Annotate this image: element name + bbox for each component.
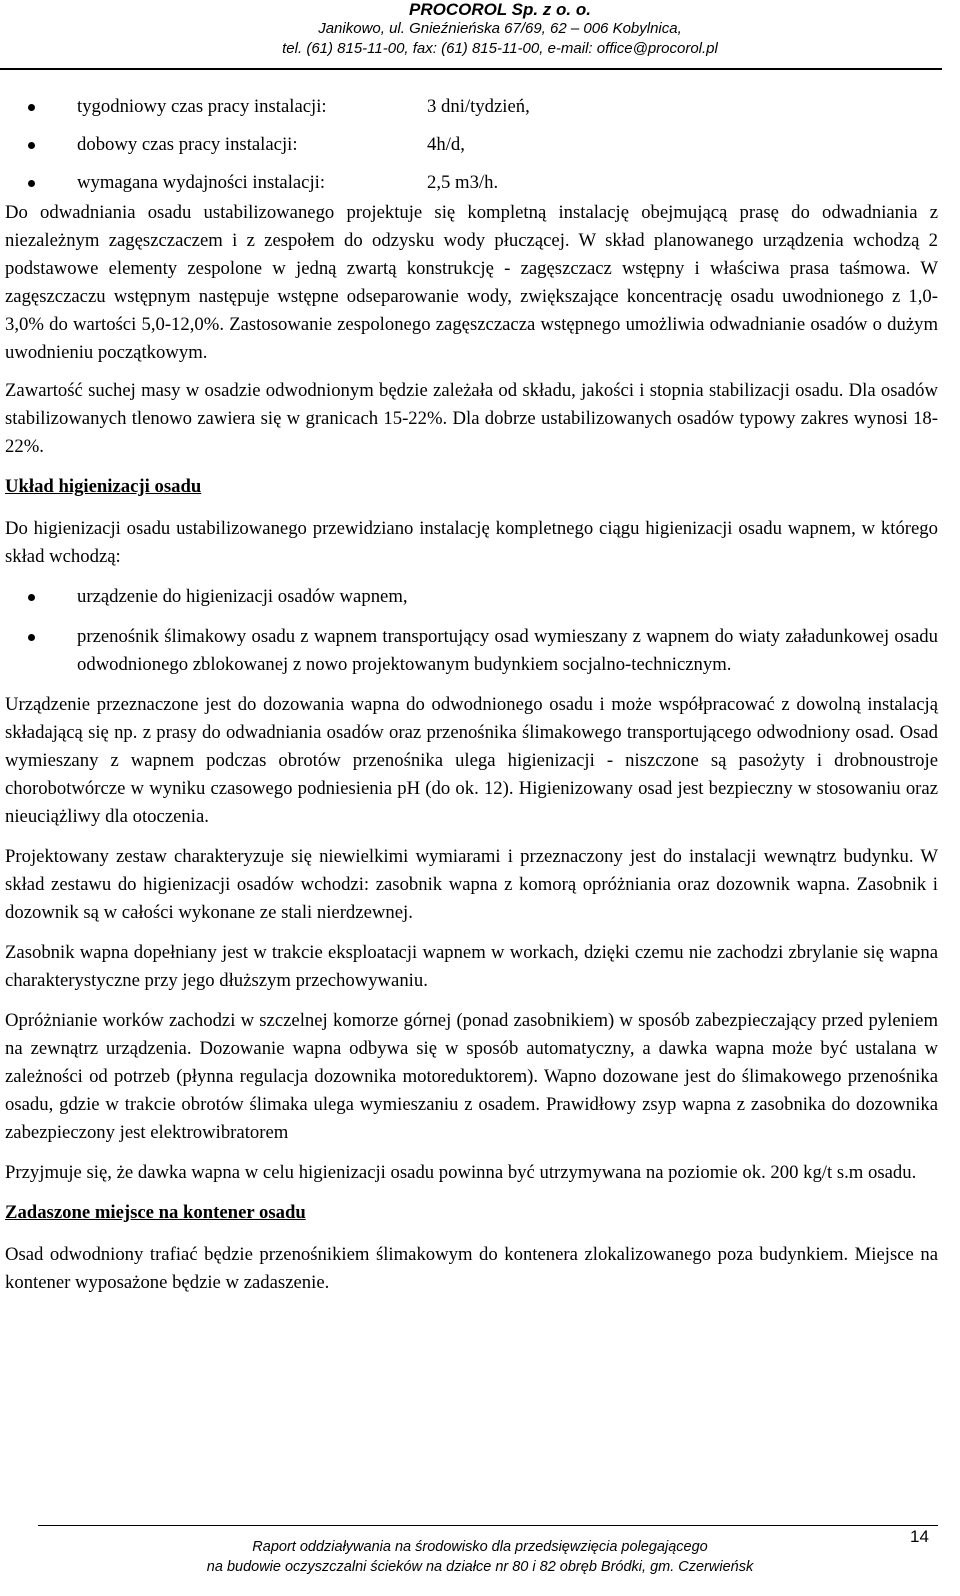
bullet-icon	[28, 104, 35, 111]
document-body	[5, 93, 938, 1309]
param-item	[5, 131, 938, 169]
list-item	[5, 583, 938, 611]
company-address: Janikowo, ul. Gnieźnieńska 67/69, 62 – 006 Kobylnica,	[318, 20, 682, 37]
bullet-icon	[28, 594, 35, 601]
installation-parameters	[5, 93, 938, 199]
bullet-icon	[28, 142, 35, 149]
page-header	[0, 0, 960, 59]
company-name: PROCOROL Sp. z o. o.	[409, 0, 591, 19]
paragraph-dry-mass: Zawartość suchej masy w osadzie odwodnionym będzie zależała od składu, jakości i stopnia stabilizacji osadu. Dla osadów stabilizowanych tlenowo zawiera się w granicach 15-22%. Dla dobrze ustabilizowanych osadów typowy zakres wynosi 18-22%.	[5, 380, 938, 457]
bullet-icon	[28, 634, 35, 641]
bullet-icon	[28, 180, 35, 187]
paragraph-dewatering: Do odwadniania osadu ustabilizowanego projektuje się kompletną instalację obejmującą prasę do odwadniania z niezależnym zagęszczaczem i z zespołem do odzysku wody płuczącej. W skład planowanego urządzenia wchodzą 2 podstawowe elementy zespolone w jedną zwartą konstrukcję - zagęszczacz wstępny i właściwa prasa taśmowa. W zagęszczaczu wstępnym następuje wstępne odseparowanie wody, zwiększające koncentrację osadu uwodnionego z 1,0-3,0% do wartości 5,0-12,0%. Zastosowanie zespolonego zagęszczacza wstępnego umożliwia odwadnianie osadów o dużym uwodnieniu początkowym.	[5, 202, 938, 363]
param-item	[5, 93, 938, 131]
list-item-text: przenośnik ślimakowy osadu z wapnem transportujący osad wymieszany z wapnem do wiaty załadunkowej osadu odwodnionego zblokowanej z nowo projektowanym budynkiem socjalno-technicznym.	[77, 626, 938, 675]
param-label: dobowy czas pracy instalacji:	[77, 134, 298, 155]
footer-line-1: Raport oddziaływania na środowisko dla przedsięwzięcia polegającego	[252, 1539, 708, 1555]
param-label: wymagana wydajności instalacji:	[77, 172, 326, 193]
footer-divider	[38, 1525, 938, 1526]
param-value: 2,5 m3/h.	[427, 172, 499, 193]
paragraph-hygienization-intro: Do higienizacji osadu ustabilizowanego przewidziano instalację kompletnego ciągu higienizacji osadu wapnem, w którego skład wchodzą:	[5, 518, 938, 567]
paragraph-emptying: Opróżnianie worków zachodzi w szczelnej komorze górnej (ponad zasobnikiem) w sposób zabezpieczający przed pyleniem na zewnątrz urządzenia. Dozowanie wapna odbywa się w sposób automatyczny, a dawka wapna może być ustalana w zależności od potrzeb (płynna regulacja dozownika motoreduktorem). Wapno dozowane jest do ślimakowego przenośnika osadu, gdzie w trakcie obrotów ślimaka ulega wymieszaniu z osadem. Prawidłowy zsyp wapna z zasobnika do dozownika zabezpieczony jest elektrowibratorem	[5, 1010, 938, 1143]
heading-container: Zadaszone miejsce na kontener osadu	[5, 1202, 306, 1223]
param-value: 4h/d,	[427, 134, 465, 155]
paragraph-set: Projektowany zestaw charakteryzuje się niewielkimi wymiarami i przeznaczony jest do instalacji wewnątrz budynku. W skład zestawu do higienizacji osadów wchodzi: zasobnik wapna z komorą opróżniania oraz dozownik wapna. Zasobnik i dozownik są w całości wykonane ze stali nierdzewnej.	[5, 846, 938, 923]
paragraph-hopper: Zasobnik wapna dopełniany jest w trakcie eksploatacji wapnem w workach, dzięki czemu nie zachodzi zbrylanie się wapna charakterystyczne przy jego dłuższym przechowywaniu.	[5, 942, 938, 991]
footer-line-2: na budowie oczyszczalni ścieków na działce nr 80 i 82 obręb Bródki, gm. Czerwieńsk	[206, 1559, 754, 1575]
paragraph-device: Urządzenie przeznaczone jest do dozowania wapna do odwodnionego osadu i może współpracować z dowolną instalacją składającą się np. z prasy do odwadniania osadów oraz przenośnika ślimakowego transportującego odwodniony osad. Osad wymieszany z wapnem podczas obrotów przenośnika ulega higienizacji - niszczone są pasożyty i drobnoustroje chorobotwórcze w wyniku czasowego podniesienia pH (do ok. 12). Higienizowany osad jest bezpieczny w stosowaniu oraz nieuciążliwy dla otoczenia.	[5, 694, 938, 827]
header-divider	[0, 68, 942, 70]
list-item-text: urządzenie do higienizacji osadów wapnem,	[77, 586, 408, 607]
paragraph-dose: Przyjmuje się, że dawka wapna w celu higienizacji osadu powinna być utrzymywana na poziomie ok. 200 kg/t s.m osadu.	[5, 1162, 917, 1183]
param-label: tygodniowy czas pracy instalacji:	[77, 96, 327, 117]
paragraph-container: Osad odwodniony trafiać będzie przenośnikiem ślimakowym do kontenera zlokalizowanego poza budynkiem. Miejsce na kontener wyposażone będzie w zadaszenie.	[5, 1244, 938, 1293]
param-value: 3 dni/tydzień,	[427, 96, 530, 117]
hygienization-components	[5, 583, 938, 679]
page-number: 14	[910, 1527, 929, 1546]
heading-hygienization: Układ higienizacji osadu	[5, 476, 202, 497]
list-item	[5, 623, 938, 679]
company-contact: tel. (61) 815-11-00, fax: (61) 815-11-00, e-mail: office@procorol.pl	[282, 40, 718, 57]
param-item	[5, 169, 938, 199]
